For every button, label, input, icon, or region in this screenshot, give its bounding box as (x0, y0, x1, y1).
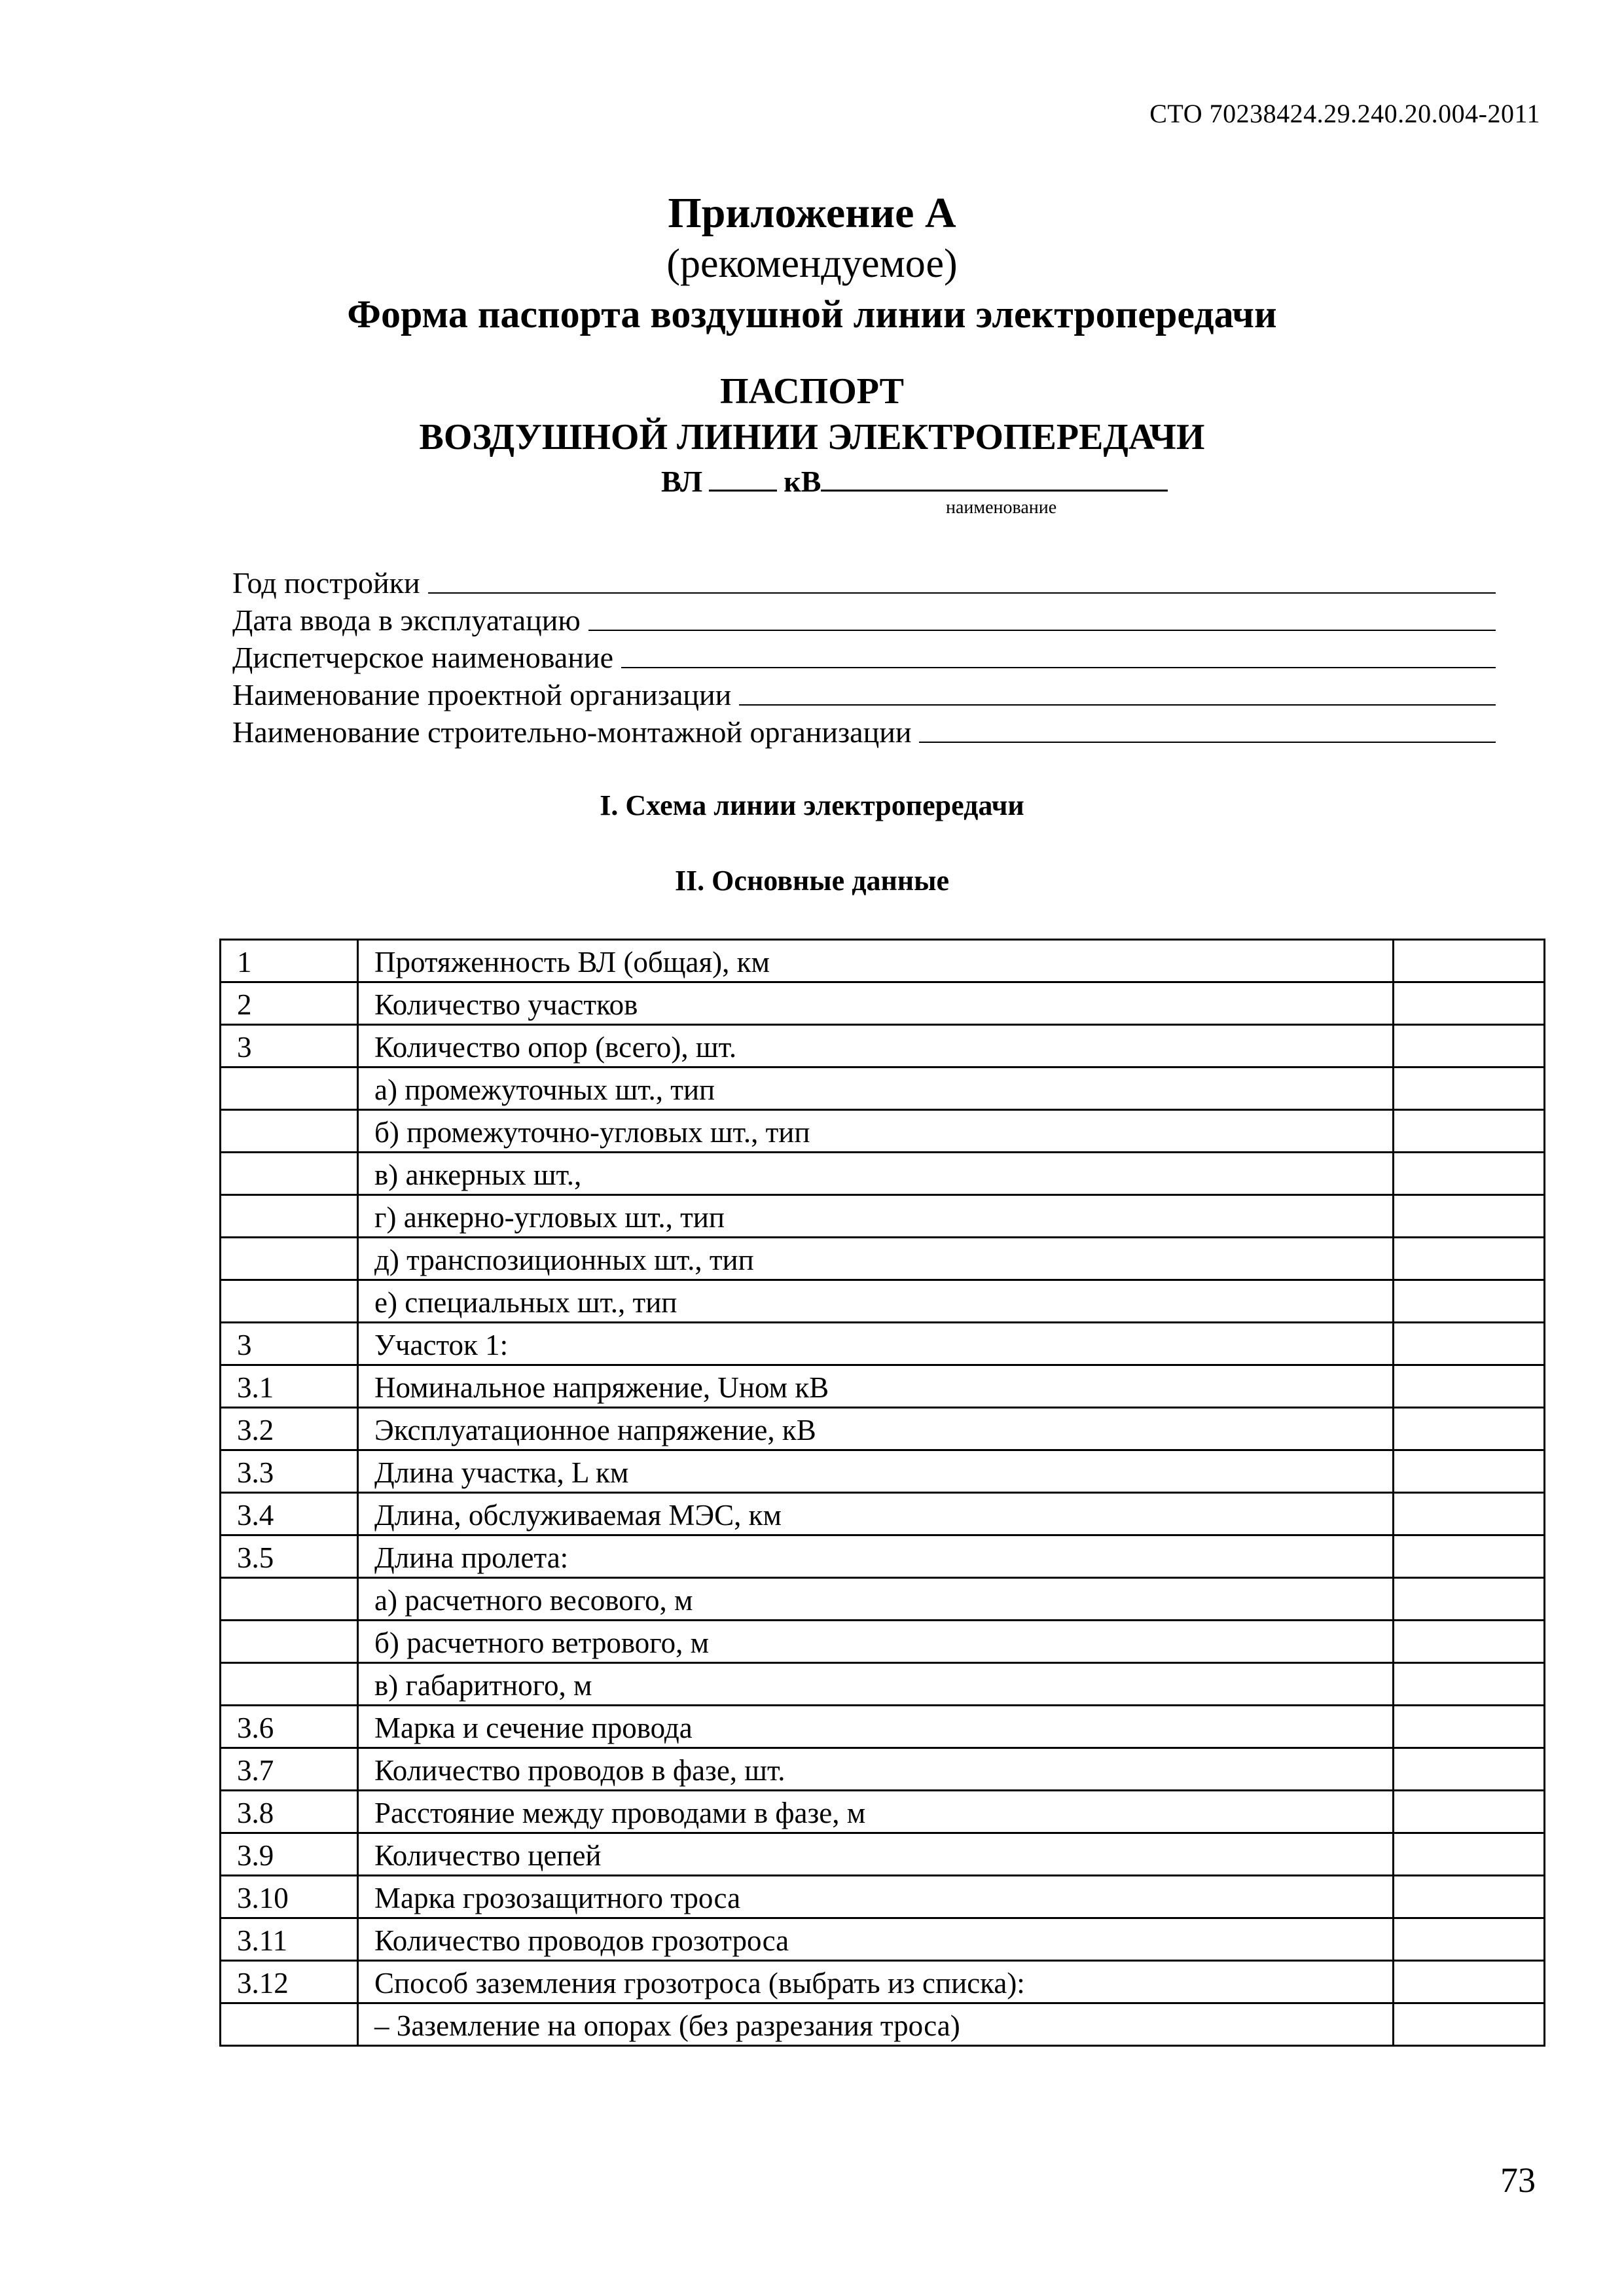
page-number: 73 (1500, 2161, 1536, 2200)
row-name-cell: а) расчетного весового, м (358, 1578, 1394, 1621)
row-number-cell: 3.5 (221, 1535, 358, 1578)
row-name-cell: г) анкерно-угловых шт., тип (358, 1195, 1394, 1238)
row-value-cell[interactable] (1394, 1833, 1545, 1876)
row-value-cell[interactable] (1394, 1535, 1545, 1578)
table-row (221, 1706, 1545, 1748)
row-number-cell: 3.6 (221, 1706, 358, 1748)
row-name-cell: Марка и сечение провода (358, 1706, 1394, 1748)
row-number-cell: 3.9 (221, 1833, 358, 1876)
row-number-cell (221, 1663, 358, 1706)
section-title-scheme: I. Схема линии электропередачи (600, 789, 1024, 821)
row-number-cell: 1 (221, 940, 358, 982)
table-row (221, 1153, 1545, 1195)
field-label: Наименование проектной организации (232, 678, 732, 711)
row-number-cell: 3 (221, 1323, 358, 1365)
table-row (221, 1833, 1545, 1876)
table-row (221, 1365, 1545, 1408)
row-value-cell[interactable] (1394, 1918, 1545, 1961)
main-data-table (219, 939, 1545, 2047)
row-name-cell: Участок 1: (358, 1323, 1394, 1365)
row-number-cell (221, 1195, 358, 1238)
row-number-cell: 3.10 (221, 1876, 358, 1918)
table-row (221, 1195, 1545, 1238)
table-row (221, 1025, 1545, 1067)
passport-fields (232, 563, 1496, 749)
row-name-cell: б) расчетного ветрового, м (358, 1621, 1394, 1663)
row-name-cell: Длина пролета: (358, 1535, 1394, 1578)
main-data-table-body (221, 940, 1545, 2046)
row-value-cell[interactable] (1394, 1067, 1545, 1110)
passport-title: ПАСПОРТ (719, 371, 904, 412)
name-caption: наименование (946, 497, 1057, 518)
row-name-cell: а) промежуточных шт., тип (358, 1067, 1394, 1110)
row-value-cell[interactable] (1394, 982, 1545, 1025)
row-number-cell (221, 1067, 358, 1110)
table-row (221, 1323, 1545, 1365)
voltage-blank[interactable] (709, 463, 777, 492)
form-title: Форма паспорта воздушной линии электропередачи (347, 293, 1277, 336)
row-number-cell: 3.3 (221, 1450, 358, 1493)
row-number-cell: 3.2 (221, 1408, 358, 1450)
row-name-cell: Протяженность ВЛ (общая), км (358, 940, 1394, 982)
kv-label: кВ (784, 465, 821, 498)
table-row (221, 1621, 1545, 1663)
row-name-cell: Расстояние между проводами в фазе, м (358, 1791, 1394, 1833)
row-value-cell[interactable] (1394, 940, 1545, 982)
field-row-construction-organization (232, 712, 1496, 749)
field-row-dispatch-name (232, 637, 1496, 675)
row-name-cell: Номинальное напряжение, Uном кВ (358, 1365, 1394, 1408)
row-name-cell: в) габаритного, м (358, 1663, 1394, 1706)
table-row (221, 1876, 1545, 1918)
row-value-cell[interactable] (1394, 1408, 1545, 1450)
field-row-construction-year (232, 563, 1496, 600)
field-label: Дата ввода в эксплуатацию (232, 603, 581, 637)
table-row (221, 1280, 1545, 1323)
row-name-cell: Количество проводов в фазе, шт. (358, 1748, 1394, 1791)
row-value-cell[interactable] (1394, 1621, 1545, 1663)
row-name-cell: б) промежуточно-угловых шт., тип (358, 1110, 1394, 1153)
line-name-blank[interactable] (821, 463, 1168, 492)
table-row (221, 1450, 1545, 1493)
vl-name-line (661, 463, 1168, 499)
row-number-cell: 3.4 (221, 1493, 358, 1535)
row-value-cell[interactable] (1394, 1493, 1545, 1535)
row-name-cell: Количество проводов грозотроса (358, 1918, 1394, 1961)
row-number-cell: 2 (221, 982, 358, 1025)
table-row (221, 1110, 1545, 1153)
document-code: СТО 70238424.29.240.20.004-2011 (1149, 99, 1540, 128)
table-row (221, 1535, 1545, 1578)
table-row (221, 1918, 1545, 1961)
row-number-cell (221, 1153, 358, 1195)
table-row (221, 982, 1545, 1025)
section-title-main-data: II. Основные данные (674, 865, 950, 897)
table-row (221, 1578, 1545, 1621)
row-value-cell[interactable] (1394, 1791, 1545, 1833)
row-value-cell[interactable] (1394, 1578, 1545, 1621)
row-value-cell[interactable] (1394, 1280, 1545, 1323)
table-row (221, 1493, 1545, 1535)
row-name-cell: Количество опор (всего), шт. (358, 1025, 1394, 1067)
table-row (221, 2003, 1545, 2046)
row-value-cell[interactable] (1394, 1195, 1545, 1238)
row-value-cell[interactable] (1394, 1961, 1545, 2003)
table-row (221, 1791, 1545, 1833)
row-value-cell[interactable] (1394, 2003, 1545, 2046)
field-blank[interactable] (919, 742, 1496, 743)
row-value-cell[interactable] (1394, 1365, 1545, 1408)
row-name-cell: Длина, обслуживаемая МЭС, км (358, 1493, 1394, 1535)
table-row (221, 1663, 1545, 1706)
row-number-cell: 3.11 (221, 1918, 358, 1961)
row-name-cell: Марка грозозащитного троса (358, 1876, 1394, 1918)
row-name-cell: д) транспозиционных шт., тип (358, 1238, 1394, 1280)
row-number-cell (221, 1110, 358, 1153)
table-row (221, 940, 1545, 982)
row-number-cell: 3.12 (221, 1961, 358, 2003)
row-number-cell: 3.8 (221, 1791, 358, 1833)
row-number-cell (221, 1621, 358, 1663)
row-name-cell: Количество цепей (358, 1833, 1394, 1876)
field-row-design-organization (232, 675, 1496, 712)
passport-subtitle: ВОЗДУШНОЙ ЛИНИИ ЭЛЕКТРОПЕРЕДАЧИ (419, 417, 1205, 457)
row-name-cell: – Заземление на опорах (без разрезания троса) (358, 2003, 1394, 2046)
vl-prefix: ВЛ (661, 465, 703, 498)
field-row-commissioning-date (232, 600, 1496, 637)
row-name-cell: Количество участков (358, 982, 1394, 1025)
row-value-cell[interactable] (1394, 1876, 1545, 1918)
row-value-cell[interactable] (1394, 1748, 1545, 1791)
row-value-cell[interactable] (1394, 1663, 1545, 1706)
field-blank[interactable] (588, 630, 1496, 631)
row-number-cell (221, 1578, 358, 1621)
field-blank[interactable] (621, 667, 1496, 668)
field-label: Диспетчерское наименование (232, 641, 613, 674)
row-name-cell: е) специальных шт., тип (358, 1280, 1394, 1323)
table-row (221, 1067, 1545, 1110)
table-row (221, 1748, 1545, 1791)
row-value-cell[interactable] (1394, 1153, 1545, 1195)
table-row (221, 1961, 1545, 2003)
table-row (221, 1408, 1545, 1450)
field-blank[interactable] (428, 592, 1496, 594)
row-name-cell: в) анкерных шт., (358, 1153, 1394, 1195)
annex-kind: (рекомендуемое) (666, 242, 958, 286)
field-blank[interactable] (739, 704, 1496, 706)
row-number-cell (221, 1238, 358, 1280)
row-number-cell (221, 2003, 358, 2046)
row-number-cell: 3.1 (221, 1365, 358, 1408)
row-value-cell[interactable] (1394, 1323, 1545, 1365)
table-row (221, 1238, 1545, 1280)
field-label: Наименование строительно-монтажной организации (232, 715, 912, 749)
row-value-cell[interactable] (1394, 1706, 1545, 1748)
row-number-cell: 3.7 (221, 1748, 358, 1791)
row-value-cell[interactable] (1394, 1238, 1545, 1280)
annex-title: Приложение А (668, 189, 956, 237)
row-number-cell: 3 (221, 1025, 358, 1067)
row-name-cell: Длина участка, L км (358, 1450, 1394, 1493)
row-value-cell[interactable] (1394, 1110, 1545, 1153)
row-value-cell[interactable] (1394, 1025, 1545, 1067)
field-label: Год постройки (232, 566, 420, 600)
row-number-cell (221, 1280, 358, 1323)
row-value-cell[interactable] (1394, 1450, 1545, 1493)
row-name-cell: Эксплуатационное напряжение, кВ (358, 1408, 1394, 1450)
row-name-cell: Способ заземления грозотроса (выбрать из списка): (358, 1961, 1394, 2003)
